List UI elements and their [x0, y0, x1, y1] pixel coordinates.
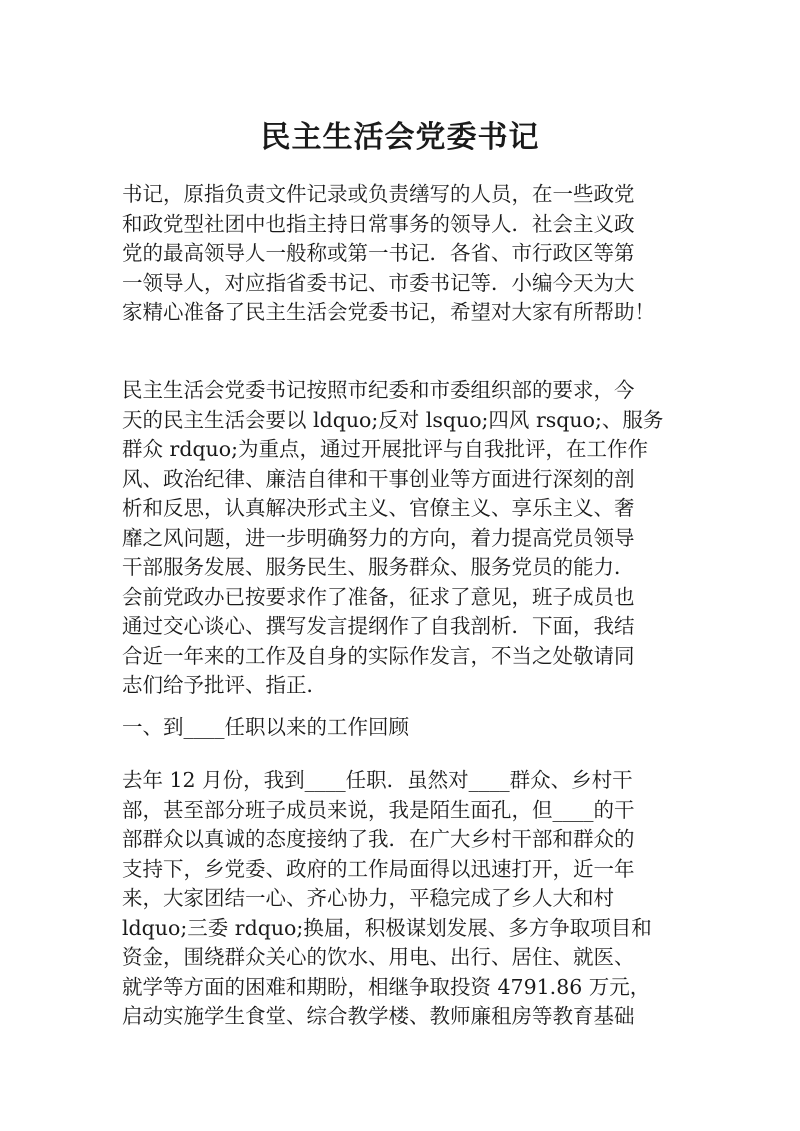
body-line: 合近一年来的工作及自身的实际作发言，不当之处敬请同 — [122, 643, 635, 668]
body-line: 会前党政办已按要求作了准备，征求了意见，班子成员也 — [122, 584, 635, 609]
body-line: 群众 rdquo;为重点，通过开展批评与自我批评，在工作作 — [122, 437, 649, 461]
body-line: 风、政治纪律、廉洁自律和干事创业等方面进行深刻的剖 — [122, 466, 635, 491]
body-line: 来，大家团结一心、齐心协力，平稳完成了乡人大和村 — [122, 886, 614, 910]
intro-line: 党的最高领导人一般称或第一书记．各省、市行政区等第 — [122, 241, 635, 265]
intro-line: 和政党型社团中也指主持日常事务的领导人．社会主义政 — [122, 211, 635, 236]
body-line: 析和反思，认真解决形式主义、官僚主义、享乐主义、奢 — [122, 496, 635, 520]
intro-paragraph — [122, 180, 682, 328]
body-line: 就学等方面的困难和期盼，相继争取投资 4791.86 万元， — [122, 974, 651, 999]
body-line: 启动实施学生食堂、综合教学楼、教师廉租房等教育基础 — [122, 1004, 635, 1028]
body-line: 部群众以真诚的态度接纳了我．在广大乡村干部和群众的 — [122, 827, 635, 851]
body-line: 志们给予批评、指正． — [122, 673, 327, 697]
body-line: 天的民主生活会要以 ldquo;反对 lsquo;四风 rsquo;、服务 — [122, 407, 664, 432]
body-line: 部，甚至部分班子成员来说，我是陌生面孔，但____的干 — [122, 797, 635, 822]
body-line: 资金，围绕群众关心的饮水、用电、出行、居住、就医、 — [122, 945, 635, 969]
body-line: 支持下，乡党委、政府的工作局面得以迅速打开，近一年 — [122, 856, 635, 881]
body-paragraph-2 — [122, 766, 682, 1032]
section-heading — [122, 713, 682, 743]
body-paragraph-1 — [122, 376, 682, 701]
body-line: 去年 12 月份，我到____任职．虽然对____群众、乡村干 — [122, 768, 633, 792]
body-line: 民主生活会党委书记按照市纪委和市委组织部的要求，今 — [122, 378, 635, 402]
section-heading-text: 一、到____任职以来的工作回顾 — [122, 715, 409, 739]
body-line: 通过交心谈心、撰写发言提纲作了自我剖析．下面，我结 — [122, 614, 635, 638]
body-line: 靡之风问题，进一步明确努力的方向，着力提高党员领导 — [122, 525, 635, 550]
intro-line: 书记，原指负责文件记录或负责缮写的人员，在一些政党 — [122, 182, 635, 206]
document-title: 民主生活会党委书记 — [260, 120, 540, 155]
body-line: 干部服务发展、服务民生、服务群众、服务党员的能力． — [122, 555, 635, 579]
body-line: ldquo;三委 rdquo;换届，积极谋划发展、多方争取项目和 — [122, 915, 652, 940]
intro-line: 一领导人，对应指省委书记、市委书记等．小编今天为大 — [122, 270, 635, 295]
intro-line: 家精心准备了民主生活会党委书记，希望对大家有所帮助！ — [122, 300, 655, 324]
